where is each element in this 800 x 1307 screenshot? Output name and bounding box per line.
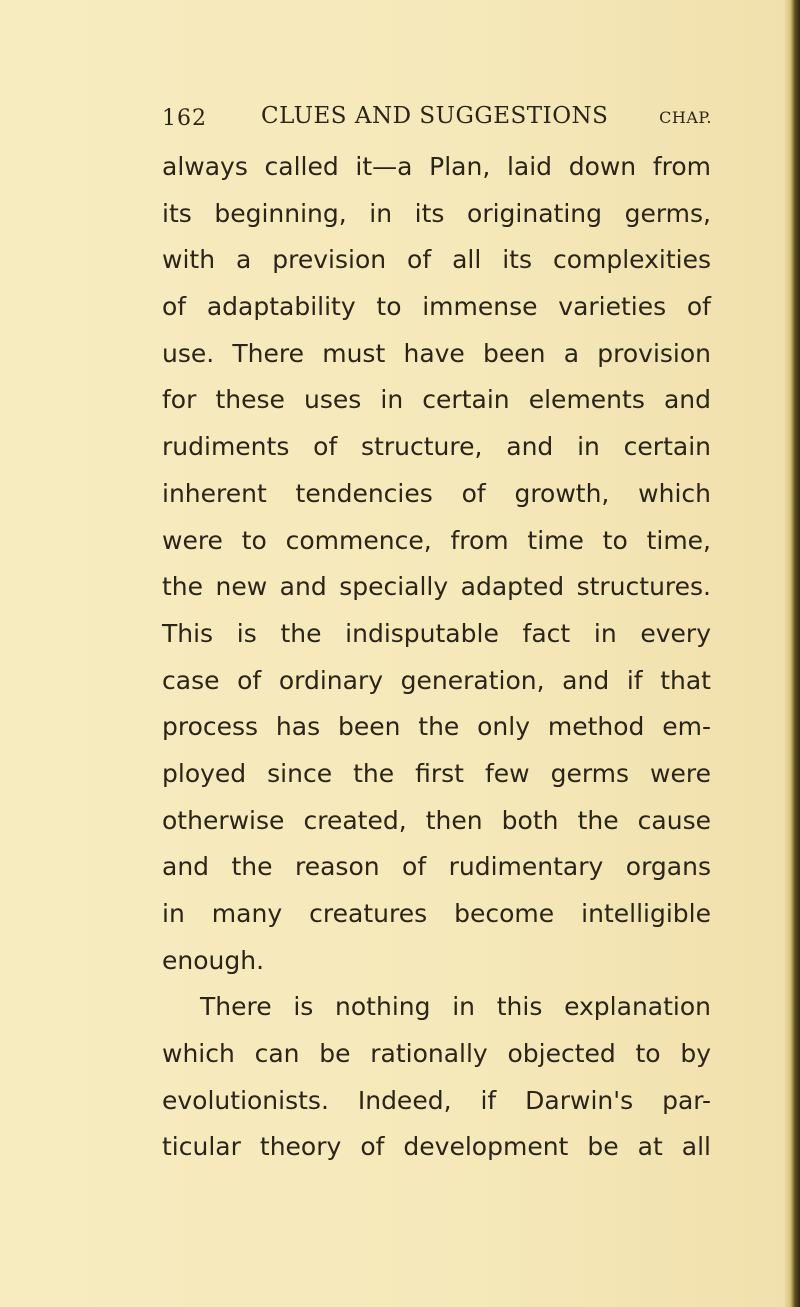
chapter-mark: CHAP.: [659, 108, 712, 127]
text-line: of adaptability to immense varieties of: [162, 292, 711, 322]
text-line: and the reason of rudimentary organs: [162, 852, 711, 882]
text-line: which can be rationally objected to by: [162, 1039, 711, 1069]
text-line: evolutionists. Indeed, if Darwin's par-: [162, 1085, 711, 1115]
text-line: enough.: [162, 945, 265, 975]
running-header: [162, 98, 712, 138]
text-line: This is the indisputable fact in every: [162, 618, 711, 648]
text-line: with a prevision of all its complexities: [162, 245, 711, 275]
body-text: [162, 144, 711, 1171]
text-line: inherent tendencies of growth, which: [162, 478, 711, 508]
text-line: ticular theory of development be at all: [162, 1132, 711, 1162]
text-line: case of ordinary generation, and if that: [162, 665, 711, 695]
text-line: ployed since the first few germs were: [162, 758, 711, 788]
text-line: for these uses in certain elements and: [162, 385, 711, 415]
text-line: its beginning, in its originating germs,: [162, 198, 711, 228]
text-line: in many creatures become intelligible: [162, 899, 711, 928]
text-line: rudiments of structure, and in certain: [162, 432, 711, 462]
page-edge-shadow: [784, 0, 800, 1307]
text-line: otherwise created, then both the cause: [162, 805, 711, 835]
text-line: were to commence, from time to time,: [162, 525, 711, 555]
running-title: CLUES AND SUGGESTIONS: [261, 103, 609, 129]
page-number: 162: [162, 106, 207, 131]
text-line: always called it—a Plan, laid down from: [162, 152, 711, 181]
text-line: the new and specially adapted structures.: [162, 572, 711, 602]
text-line: process has been the only method em-: [162, 712, 711, 742]
text-line: There is nothing in this explanation: [200, 992, 711, 1022]
text-line: use. There must have been a provision: [162, 338, 711, 368]
